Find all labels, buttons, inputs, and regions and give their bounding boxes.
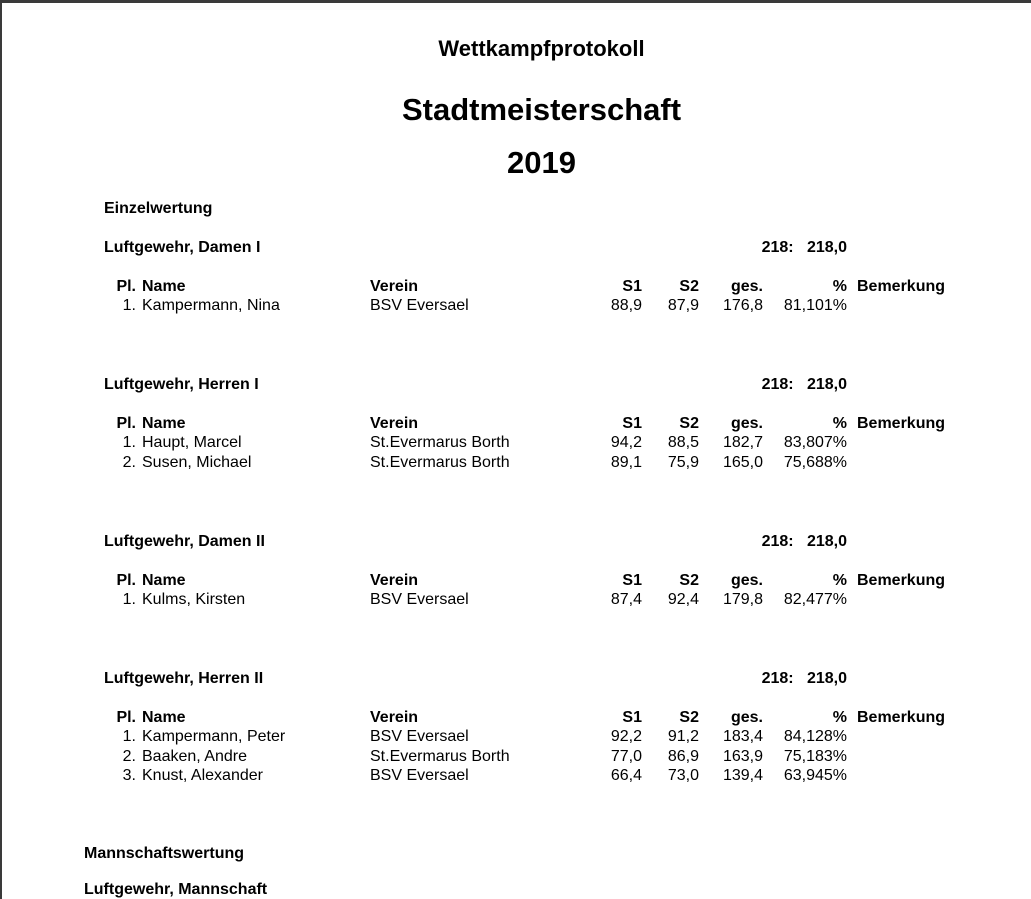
col-s2: S2 [679,415,699,432]
cell-verein: BSV Eversael [370,297,469,314]
results-section [0,670,1031,830]
cell-ges: 179,8 [722,591,763,608]
cell-s2: 87,9 [667,297,699,314]
cell-ges: 165,0 [722,454,763,471]
cell-s2: 75,9 [667,454,699,471]
col-verein: Verein [370,572,419,589]
cell-name: Kulms, Kirsten [142,591,246,608]
col-name: Name [142,572,186,589]
cell-s1: 89,1 [610,454,642,471]
cell-ges: 139,4 [722,767,763,784]
results-section [0,533,1031,693]
cell-pl: 1. [122,591,136,608]
table-header [0,709,1031,729]
col-name: Name [142,415,186,432]
cell-pct: 75,183% [783,748,847,765]
table-header [0,278,1031,298]
table-row [0,767,1031,787]
cell-s1: 92,2 [610,728,642,745]
col-verein: Verein [370,415,419,432]
col-verein: Verein [370,278,419,295]
cell-s2: 73,0 [667,767,699,784]
cell-verein: St.Evermarus Borth [370,434,510,451]
section-reference: 218: 218,0 [761,239,847,256]
cell-verein: BSV Eversael [370,728,469,745]
col-pl: Pl. [116,709,136,726]
col-s2: S2 [679,278,699,295]
col-ges: ges. [730,572,763,589]
cell-pl: 1. [122,434,136,451]
cell-ges: 182,7 [722,434,763,451]
col-name: Name [142,278,186,295]
col-bemerkung: Bemerkung [857,278,946,295]
cell-pct: 84,128% [783,728,847,745]
col-s1: S1 [622,278,642,295]
cell-verein: BSV Eversael [370,767,469,784]
col-ges: ges. [730,415,763,432]
cell-name: Kampermann, Nina [142,297,280,314]
col-ges: ges. [730,278,763,295]
table-row [0,748,1031,768]
cell-pct: 83,807% [783,434,847,451]
results-section [0,239,1031,399]
cell-ges: 176,8 [722,297,763,314]
cell-s2: 91,2 [667,728,699,745]
cell-name: Susen, Michael [142,454,252,471]
cell-s1: 88,9 [610,297,642,314]
col-bemerkung: Bemerkung [857,415,946,432]
table-row [0,591,1031,611]
section-title: Luftgewehr, Herren II [104,670,264,687]
cell-pct: 63,945% [783,767,847,784]
col-pl: Pl. [116,415,136,432]
table-header [0,572,1031,592]
cell-verein: St.Evermarus Borth [370,748,510,765]
col-bemerkung: Bemerkung [857,709,946,726]
cell-s1: 94,2 [610,434,642,451]
cell-s2: 88,5 [667,434,699,451]
col-pct: % [832,709,847,726]
col-verein: Verein [370,709,419,726]
cell-verein: St.Evermarus Borth [370,454,510,471]
col-s2: S2 [679,709,699,726]
col-bemerkung: Bemerkung [857,572,946,589]
cell-pct: 82,477% [783,591,847,608]
col-s1: S1 [622,415,642,432]
cell-name: Baaken, Andre [142,748,247,765]
col-name: Name [142,709,186,726]
results-section [0,376,1031,536]
cell-pl: 1. [122,728,136,745]
table-header [0,415,1031,435]
cell-s1: 77,0 [610,748,642,765]
col-s2: S2 [679,572,699,589]
table-row [0,297,1031,317]
col-pl: Pl. [116,572,136,589]
cell-name: Kampermann, Peter [142,728,286,745]
section-title: Luftgewehr, Herren I [104,376,259,393]
cell-s2: 86,9 [667,748,699,765]
einzelwertung-heading: Einzelwertung [104,200,213,217]
cell-s1: 87,4 [610,591,642,608]
cell-pl: 2. [122,454,136,471]
event-year: 2019 [507,145,576,180]
col-s1: S1 [622,572,642,589]
col-pct: % [832,278,847,295]
cell-s2: 92,4 [667,591,699,608]
cell-pl: 3. [122,767,136,784]
col-pl: Pl. [116,278,136,295]
cell-name: Knust, Alexander [142,767,263,784]
section-title: Luftgewehr, Damen I [104,239,261,256]
col-ges: ges. [730,709,763,726]
section-title: Luftgewehr, Damen II [104,533,265,550]
document-title: Wettkampfprotokoll [438,36,645,61]
team-section-title: Luftgewehr, Mannschaft [84,881,268,898]
window-top-border [0,0,1031,3]
section-reference: 218: 218,0 [761,533,847,550]
mannschaftswertung-heading: Mannschaftswertung [84,845,245,862]
cell-ges: 183,4 [722,728,763,745]
cell-name: Haupt, Marcel [142,434,242,451]
cell-pct: 81,101% [783,297,847,314]
cell-s1: 66,4 [610,767,642,784]
table-row [0,728,1031,748]
cell-pct: 75,688% [783,454,847,471]
section-reference: 218: 218,0 [761,376,847,393]
event-title: Stadtmeisterschaft [401,92,682,127]
col-s1: S1 [622,709,642,726]
cell-verein: BSV Eversael [370,591,469,608]
col-pct: % [832,415,847,432]
table-row [0,454,1031,474]
section-reference: 218: 218,0 [761,670,847,687]
cell-pl: 2. [122,748,136,765]
cell-pl: 1. [122,297,136,314]
col-pct: % [832,572,847,589]
table-row [0,434,1031,454]
cell-ges: 163,9 [722,748,763,765]
